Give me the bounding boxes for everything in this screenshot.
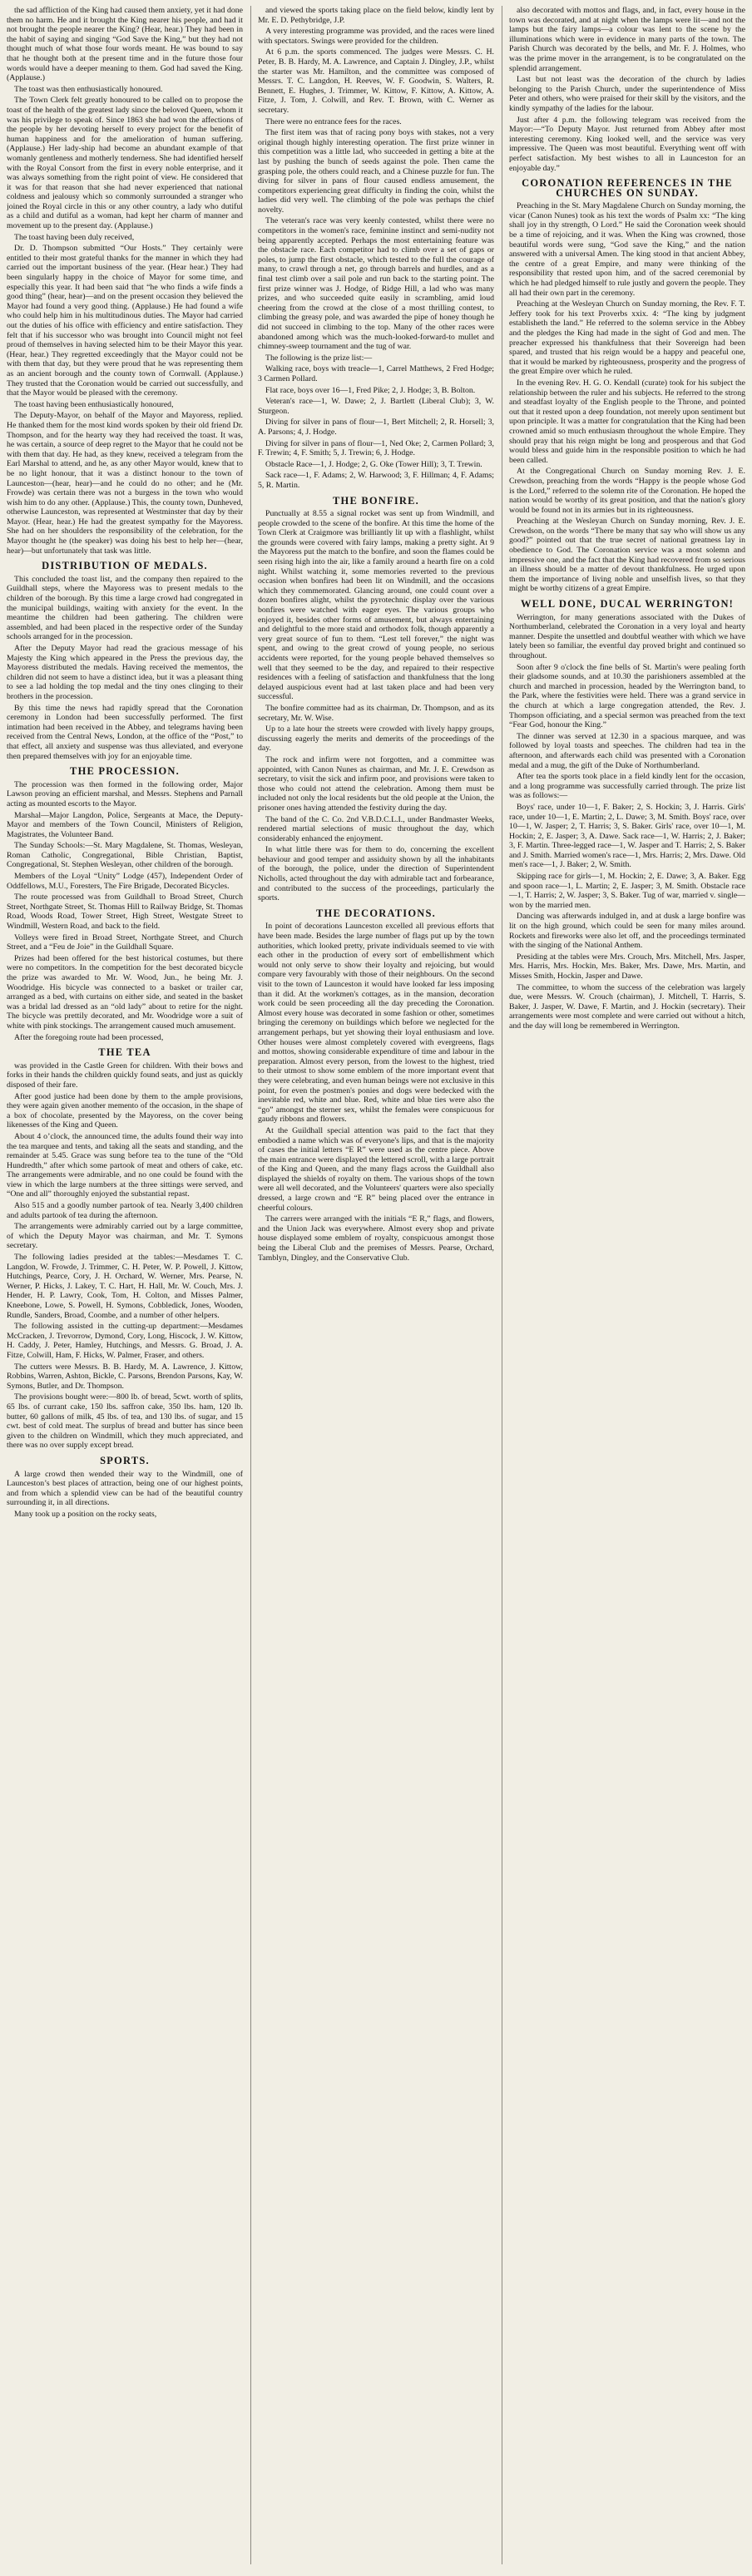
section-heading: THE BONFIRE.	[333, 494, 419, 507]
article-paragraph: Presiding at the tables were Mrs. Crouch, Mrs. Mitchell, Mrs. Jasper, Mrs. Harris, Mrs. Hockin, Mrs. Baker, Mrs. Dawe, Mrs. Martin, and Misses Smith, Hockin, Jasper and Dawe.	[509, 952, 745, 981]
article-paragraph: The bonfire committee had as its chairman, Dr. Thompson, and as its secretary, Mr. W. Wise.	[258, 703, 494, 723]
article-paragraph: Veteran's race—1, W. Dawe; 2, J. Bartlett (Liberal Club); 3, W. Sturgeon.	[258, 397, 494, 416]
article-paragraph: The toast was then enthusiastically honoured.	[14, 84, 163, 94]
article-paragraph: Volleys were fired in Broad Street, Northgate Street, and Church Street, and a “Feu de Joie” in the Guildhall Square.	[7, 932, 243, 952]
article-paragraph: At 6 p.m. the sports commenced. The judges were Messrs. C. H. Peter, B. B. Hardy, M. A. Lawrence, and Captain J. Dingley, J.P., whilst the starter was Mr. Hamilton, and the committee was composed of Messrs. T. C. Langdon, H. Reeves, W. F. Goodwin, S. Walters, R. Bennett, E. Hughes, J. Trimmer, W. Kittow, F. Kittow, A. Kittow, A. Fitze, J. Tom, J. Colwill, and Rev. T. Brown, with C. Werner as secretary.	[258, 47, 494, 115]
section-heading: THE PROCESSION.	[70, 765, 180, 778]
article-paragraph: also decorated with mottos and flags, and, in fact, every house in the town was decorated, and at night when the lamps were lit—and not the lamps but the fairy lamps—a colour was lent to the scene by the illuminations which were in evidence in many parts of the town. The Parish Church was decorated by the bells, and Mr. F. J. Holmes, who was the prime mover in the arrangement, is to be congratulated on the splendid arrangement.	[509, 6, 745, 73]
article-paragraph: The Sunday Schools:—St. Mary Magdalene, St. Thomas, Wesleyan, Roman Catholic, Congregational, Bible Christian, Baptist, Congregational, St. Stephen Wesleyan, other children of the borough.	[7, 841, 243, 870]
article-paragraph: Flat race, boys over 16—1, Fred Pike; 2, J. Hodge; 3, B. Bolton.	[265, 385, 476, 395]
article-paragraph: Preaching at the Wesleyan Church on Sunday morning, the Rev. F. T. Jeffery took for his text Proverbs xxix. 4: “The king by judgment establisheth the land.” He referred to the solemn service in the Abbey and the pledges the King had made in the sight of God and men. The preacher expressed his thankfulness that their Sovereign had been spared, and trusted that his reign would be a happy and peaceful one, that it would be marked by righteousness, prosperity and the progress of the great Empire over which he ruled.	[509, 299, 745, 377]
section-heading: CORONATION REFERENCES IN THE CHURCHES ON SUNDAY.	[522, 177, 733, 199]
article-paragraph: The carrers were arranged with the initials “E R,” flags, and flowers, and the Union Jack was everywhere. Almost every shop and private house displayed some emblem of royalty, conspicuous amongst those being the Liberal Club and the premises of Messrs. Pearse, Orchard, Tamblyn, Dingley, and the Conservative Club.	[258, 1214, 494, 1263]
article-paragraph: The route processed was from Guildhall to Broad Street, Church Street, Northgate Street, St. Thomas Hill to Railway Bridge, St. Thomas Road, Woods Road, Tower Street, High Street, Westgate Street to Windmill, Western Road, and back to the field.	[7, 892, 243, 932]
article-paragraph: After the foregoing route had been processed,	[14, 1032, 164, 1042]
section-heading: DISTRIBUTION OF MEDALS.	[42, 560, 208, 572]
article-paragraph: Walking race, boys with treacle—1, Carrel Matthews, 2 Fred Hodge; 3 Carmen Pollard.	[258, 364, 494, 383]
article-paragraph: The dinner was served at 12.30 in a spacious marquee, and was followed by loyal toasts and speeches. The children had tea in the afternoon, and afterwards each child was presented with a Coronation medal and a mug, the gift of the Duke of Northumberland.	[509, 731, 745, 770]
article-paragraph: The first item was that of racing pony boys with stakes, not a very original though highly interesting operation. The first prize winner in this competition was a little lad, who succeeded in getting a bite at the last by pushing the bunch of seeds against the pole. Then came the grasping pole, the others could reach, and a Chinese puzzle for fun. The diving for silver in pans of flour caused endless amusement, the competitors experiencing great difficulty in finding the coin, whilst the ladies did very well. The climbing of the pole was perhaps the chief novelty.	[258, 128, 494, 215]
article-paragraph: The following ladies presided at the tables:—Mesdames T. C. Langdon, W. Frowde, J. Trimmer, C. H. Peter, W. P. Powell, J. Kittow, Hutchings, Pearce, Cory, J. H. Orchard, W. Werner, Mrs. Pearse, N. Werner, P. Hicks, J. Lakey, T. C. Hart, H. Hall, Mr. W. Couch, Mrs. J. Hender, H. P. Lawry, Cook, Tom, H. Colton, and Misses Palmer, Kneebone, Lowe, S. Powell, H. Symons, Cobbledick, Jones, Wooden, Rundle, Sanders, Broad, Coombe, and a number of other helpers.	[7, 1253, 243, 1320]
section-heading: THE DECORATIONS.	[316, 907, 436, 919]
article-paragraph: The veteran's race was very keenly contested, whilst there were no competitors in the women's race, feminine instinct and semi-nudity not being apparently accepted. Perhaps the most entertaining feature was the obstacle race. Each competitor had to climb over a set of gaps or poles, to jump the first obstacle, which tested to the full the courage of many, to crawl through a net, go through barrels and hurdles, and as a final test climb over a sail pole and run back to the starting point. The first prize winner was J. Hodge, of Ridge Hill, a lad who was many prizes, and who succeeded quite easily in scrambling, amid loud cheering from the crowd at the close of a most thrilling contest, to climbing the greasy pole, and was awarded the pipe of honey though he did not succeed in climbing to the top. Many of the other races were abandoned among which was the much-looked-forward-to mullet and chimney-sweep tournament and the tug of war.	[258, 216, 494, 352]
section-heading: WELL DONE, DUCAL WERRINGTON!	[520, 598, 735, 611]
column-rule	[250, 6, 251, 2564]
column-2	[258, 6, 494, 2564]
article-paragraph: The Deputy-Mayor, on behalf of the Mayor and Mayoress, replied. He thanked them for the most kind words spoken by their old friend Dr. Thompson, and for the hearty way they had received the toast. It was, he was certain, a source of deep regret to the Mayor that he could not be with them that day. He had, as they knew, received a telegram from the Earl Marshal to attend, and he, as any other Mayor would, knew that to be no light honour, that it was a distinct honour to the town of Launceston—(hear, hear)—and he could do no other; and he (Mr. Frowde) was certain there was not a burgess in the town who would wish him to do any other. (Applause.) This, the county town, Dunheved, otherwise Launceston, was represented at Westminster that day by their Mayor. (Hear, hear.) He had the greatest sympathy for the Mayoress. She had on her shoulders the responsibility of the celebration, for the Mayor thought he (the speaker) was doing his best to help her—(hear, hear)—but unfortunately that task was little.	[7, 411, 243, 556]
article-paragraph: and viewed the sports taking place on the field below, kindly lent by Mr. E. D. Pethybridge, J.P.	[258, 6, 494, 25]
article-paragraph: Just after 4 p.m. the following telegram was received from the Mayor:—“To Deputy Mayor. Just returned from Abbey after most interesting ceremony. King looked well, and the service was very impressive. The Queen was most beautiful. Everything went off with perfect satisfaction. My best wishes to all in Launceston for an enjoyable day.”	[509, 115, 745, 173]
article-paragraph: Preaching in the St. Mary Magdalene Church on Sunday morning, the vicar (Canon Nunes) took as his text the words of Psalm xx: “The king shall joy in thy strength, O Lord.” He said the Coronation week should be a time of rejoicing, and it was. When the King was crowned, those beautiful words were sung, “God save the King,” and the nation answered with a universal Amen. The king stood in that ancient Abbey, the centre of a great Empire, and many were thinking of the responsibility that rested upon him, and of the sacred ceremonial by which he had pledged himself to rule justly and govern the people. They all had their own part in the ceremony.	[509, 201, 745, 298]
article-paragraph: The procession was then formed in the following order, Major Lawson proving an efficient marshal, and Messrs. Stephens and Parnall acting as mounted escorts to the Mayor.	[7, 779, 243, 808]
article-paragraph: The toast having been duly received,	[14, 232, 135, 242]
section-heading: SPORTS.	[100, 1454, 150, 1466]
article-paragraph: The following is the prize list:—	[265, 353, 373, 363]
article-paragraph: In point of decorations Launceston excelled all previous efforts that have been made. Besides the large number of flags put up by the town authorities, which looked pretty, private individuals seemed to vie with each other in the production of every sort of embellishment which would not only serve to show their loyalty and rejoicing, but would compare very favourably with those of their neighbours. On the second visit to the town of Launceston it would have looked far less imposing than it did. At the workmen's cottages, as in the mansion, decoration work could be seen proceeding all the day preceding the Coronation. Almost every house was decorated in some fashion or other, sometimes bringing the ceremony on buildings which before we neglected for the arrangement perhaps, but yet showing their loyal enthusiasm and love. Other houses were almost completely covered with evergreens, flags and mottos, showing considerable expenditure of time and labour in the preparation. Almost every person, from the lowest to the highest, tried to their utmost to show some emblem of the more important event that they were celebrating, and even human beings were not exclusive in this point, for even the postmen's ponies and dogs were bedecked with the inevitable red, white and blue. Red, white and blue ties were also the “go” amongst the sterner sex, whilst the females were conspicuous for gaudy ribbons and flowers.	[258, 922, 494, 1125]
newspaper-page	[7, 6, 745, 2564]
article-paragraph: Up to a late hour the streets were crowded with lively happy groups, discussing eagerly the merits and demerits of the proceedings of the day.	[258, 724, 494, 754]
section-heading: THE TEA	[98, 1046, 151, 1059]
article-paragraph: The rock and infirm were not forgotten, and a committee was appointed, with Canon Nunes as chairman, and Mr. J. E. Crewdson as secretary, to visit the sick and infirm poor, and provisions were taken to those who could not attend the celebration. Among them must be included not only the local residents but the old people at the Union, the prisoner ones having attended the festivity during the day.	[258, 754, 494, 813]
article-paragraph: Diving for silver in pans of flour—1, Bert Mitchell; 2, R. Horsell; 3, A. Parsons; 4, J. Hodge.	[258, 418, 494, 437]
article-paragraph: Punctually at 8.55 a signal rocket was sent up from Windmill, and people crowded to the scene of the bonfire. At this time the home of the Town Clerk at Craigmore was brilliantly lit up with a flashlight, whilst the grounds were covered with fairy lamps, making a pretty sight. At 9 the Mayoress put the match to the bonfire, and soon the flames could be seen rising high into the air, like a family around a hearth fire on a cold night. Whilst watching it, some memories reverted to the previous occasion when bonfires had been lit on Windmill, and the occasions which they commemorated. Glancing around, one could count over a dozen bonfires alight, whilst the pyrotechnic display over the various bonfires were watched with eager eyes. The various groups who enjoyed it, besides other forms of amusement, but always entertaining and delightful to the more staid and orthodox folk, though apparently a very great source of fun to them. “Lest tell forever,” the night was spent, and owing to the great crowd of young people, no serious accidents were reported, for the young people behaved themselves so well that they seemed to be the day, and repaired to their respective residences with a feeling of satisfaction and thankfulness that the long delayed auspicious event had at last taken place and had been very successful.	[258, 509, 494, 702]
article-paragraph: Prizes had been offered for the best historical costumes, but there were no competitors. In the competition for the best decorated bicycle the prize was awarded to Mr. W. Wood, Jun., he being Mr. J. Woodridge. His bicycle was connected to a basket or trailer car, arranged as a bed, with curtains on either side, and seated in the basket was a bridal lad dressed as an “old lady” about to retire for the night. The bicycle was prettily decorated, and Mr. Woodridge wore a suit of white with pink stockings. The arrangement caused much amusement.	[7, 953, 243, 1031]
article-paragraph: About 4 o’clock, the announced time, the adults found their way into the tea marquee and tents, and taking all the seats and standing, and the remainder at 5.45. Grace was sung before tea to the tune of the “Old Hundredth,” after which some partook of meat and others of cake, etc. The arrangements were admirable, and no one could be found with the view in which the large numbers at the three sittings were served, and “One and all” thoroughly enjoyed the substantial repast.	[7, 1131, 243, 1199]
article-paragraph: There were no entrance fees for the races.	[265, 116, 402, 126]
column-1	[7, 6, 243, 2564]
article-paragraph: The provisions bought were:—800 lb. of bread, 5cwt. worth of splits, 65 lbs. of currant cake, 150 lbs. saffron cake, 350 lbs. ham, 120 lb. butter, 60 gallons of milk, 45 lbs. of tea, and 130 lbs. of sugar, and 15 cwt. best of cold meat. The surplus of bread and butter has since been given to the children on Windmill, which they much appreciated, and there was no over supply except bread.	[7, 1392, 243, 1451]
article-paragraph: After good justice had been done by them to the ample provisions, they were again given another memento of the occasion, in the shape of a box of chocolate, presented by the Mayoress, on the cover being likenesses of the King and Queen.	[7, 1091, 243, 1130]
article-paragraph: Preaching at the Wesleyan Church on Sunday morning, Rev. J. E. Crewdson, on the words “There be many that say who will show us any good?” pointed out that the true secret of national greatness lay in obedience to God. The Coronation service was a most solemn and impressive one, and the fact that the King had recovered from so serious an illness should be a matter of devout thankfulness. He urged upon them the importance of living noble and unselfish lives, so that they might be worthy citizens of a great Empire.	[509, 517, 745, 594]
article-paragraph: Diving for silver in pans of flour—1, Ned Oke; 2, Carmen Pollard; 3, F. Trewin; 4, F. Smith; 5, J. Trewin; 6, J. Hodge.	[258, 438, 494, 458]
article-paragraph: Dr. D. Thompson submitted “Our Hosts.” They certainly were entitled to their most grateful thanks for the manner in which they had carried out the important business of the year. (Hear hear.) They had been singularly happy in the choice of Mayor for some time, and especially this year. It had been said that “he who finds a wife finds a good thing” (hear, hear)—and on the present occasion they believed the Mayor had found a very good thing. (Applause.) He had found a wife who could help him in his multitudinous duties. The Mayor had carried out the duties of his office with efficiency and entire satisfaction. They felt that if his successor who was brought into Council might not feel proud of themselves in having selected him to be their Mayor this year. (Hear, hear.) They regretted exceedingly that the Mayor could not be with them that day, but they were proud that he was representing them as an ancient borough and the county town of Cornwall. (Applause.) They trusted that the Coronation would be carried out successfully, and that the Mayor would be pleased with the ceremony.	[7, 244, 243, 398]
article-paragraph: At the Guildhall special attention was paid to the fact that they embodied a name which was of everyone's lips, and that is the majority of cases the initial letters “E R” were used as the centre piece. Above the main entrance were displayed the lettered scroll, with a large portrait of the King and Queen, and the many flags across the Guildhall also displayed the shields of royalty on them. The various shops of the town were all well decorated, and the Volunteers' quarters were also specially dressed, a large crown and “E R” being placed over the entrance in cheerful colours.	[258, 1125, 494, 1213]
article-paragraph: The arrangements were admirably carried out by a large committee, of which the Deputy Mayor was chairman, and Mr. T. Symons secretary.	[7, 1222, 243, 1251]
article-paragraph: Many took up a position on the rocky seats,	[14, 1509, 157, 1519]
article-paragraph: Werrington, for many generations associated with the Dukes of Northumberland, celebrated the Coronation in a very loyal and hearty manner. Despite the unsettled and doubtful weather with which we have lately been so familiar, the eventful day proved bright and continued so throughout.	[509, 612, 745, 660]
article-paragraph: This concluded the toast list, and the company then repaired to the Guildhall steps, where the Mayoress was to present medals to the children of the borough. By this time a large crowd had congregated in the municipal buildings, waiting with anxiety for the event. In the meantime the children had been gathering. The children were assembled, and had been placed in the respective order of the Sunday schools arranged for in the procession.	[7, 574, 243, 642]
article-paragraph: was provided in the Castle Green for children. With their bows and forks in their hands the children quickly found seats, and just as quickly disposed of their fare.	[7, 1061, 243, 1090]
article-paragraph: Soon after 9 o'clock the fine bells of St. Martin's were pealing forth their gladsome sounds, and at 10.30 the parishioners assembled at the church and marched in procession, headed by the Werrington band, to the Park, where the festivities were held. There was a grand service in the church at which a large congregation attended, the Rev. J. Thompson officiating, and a special sermon was preached from the text “Fear God, honour the King.”	[509, 662, 745, 730]
article-paragraph: the sad affliction of the King had caused them anxiety, yet it had done them no harm. He and it brought the King nearer his people, and had it not brought the people nearer the King? (Hear, hear.) They had been in the habit of saying and singing “God Save the King,” but they had not thought much of what those four words meant. He was bound to say that he thought both at the present time and in the future those four words would have a deeper meaning to them. God had saved the King. (Applause.)	[7, 6, 243, 83]
article-paragraph: The toast having been enthusiastically honoured,	[14, 399, 174, 409]
article-paragraph: In what little there was for them to do, concerning the excellent behaviour and good temper and assiduity shown by all the inhabitants of the borough, the police, under the direction of Superintendent Nicholls, acted throughout the day with admirable tact and forbearance, and contributed to the success of the proceedings, particularly the sports.	[258, 845, 494, 903]
article-paragraph: After the Deputy Mayor had read the gracious message of his Majesty the King which appeared in the Press the previous day, the Mayoress distributed the medals. Having received the mementos, the children did not seem to have a distinct idea, but it was a pleasant thing to see a lad holding the top medal and the tiny ones clinging to their brothers in the procession.	[7, 644, 243, 701]
article-paragraph: At the Congregational Church on Sunday morning Rev. J. E. Crewdson, preaching from the words “Happy is the people whose God is the Lord,” referred to the solemn rite of the Coronation. He hoped the nation would be worthy of its great position, and that the nation's glory would be found not in its armies but in its righteousness.	[509, 467, 745, 515]
article-paragraph: Sack race—1, F. Adams; 2, W. Harwood; 3, F. Hillman; 4, F. Adams; 5, R. Martin.	[258, 471, 494, 490]
article-paragraph: The band of the C. Co. 2nd V.B.D.C.L.I., under Bandmaster Weeks, rendered martial selections of music throughout the day, which considerably enhanced the enjoyment.	[258, 814, 494, 843]
article-paragraph: Members of the Loyal “Unity” Lodge (457), Independent Order of Oddfellows, M.U., Foresters, The Fire Brigade, Decorated Bicycles.	[7, 872, 243, 891]
article-paragraph: In the evening Rev. H. G. O. Kendall (curate) took for his subject the relationship between the ruler and his subjects. He referred to the strong and steadfast loyalty of the English people to the Throne, and pointed out that it rested upon a deep foundation, not merely upon sentiment but upon principle. It was a matter for congratulation that the King had been crowned amid so much enthusiasm throughout the whole Empire. They should pray that his reign might be long and prosperous and that God would bless and guide him in the responsible position to which he had been called.	[509, 378, 745, 465]
article-paragraph: Dancing was afterwards indulged in, and at dusk a large bonfire was lit on the high ground, which could be seen for many miles around. Rockets and fireworks were also let off, and the proceedings terminated with the singing of the National Anthem.	[509, 912, 745, 951]
article-paragraph: Obstacle Race—1, J. Hodge; 2, G. Oke (Tower Hill); 3, T. Trewin.	[265, 459, 482, 469]
article-paragraph: By this time the news had rapidly spread that the Coronation ceremony in London had been successfully performed. The first intimation had been received in the Abbey, and telegrams having been received from the Central News, London, at the office of the “Post,” to that effect, all anxiety and suspense was thus alleviated, and everyone then prepared themselves with joy for an enjoyable time.	[7, 703, 243, 761]
article-paragraph: The following assisted in the cutting-up department:—Mesdames McCracken, J. Trevorrow, Dymond, Cory, Long, Hiscock, J. W. Kittow, H. Caddy, J. Peter, Hamley, Hutchings, and Messrs. G. Broad, J. A. Fitze, Colwill, Ham, F. Hicks, W. Palmer, Fraser, and others.	[7, 1322, 243, 1360]
article-paragraph: The cutters were Messrs. B. B. Hardy, M. A. Lawrence, J. Kittow, Robbins, Warren, Ashton, Bickle, C. Parsons, Brendon Parsons, Kay, W. Symons, Butler, and Dr. Thompson.	[7, 1362, 243, 1391]
article-paragraph: Also 515 and a goodly number partook of tea. Nearly 3,400 children and adults partook of tea during the afternoon.	[7, 1201, 243, 1220]
article-paragraph: The committee, to whom the success of the celebration was largely due, were Messrs. W. Crouch (chairman), J. Mitchell, T. Harris, S. Baker, J. Jasper, W. Dawe, F. Martin, and J. Hockin (secretary). Their arrangements were most complete and were carried out without a hitch, and the day will long be remembered in Werrington.	[509, 982, 745, 1031]
article-paragraph: A large crowd then wended their way to the Windmill, one of Launceston’s best places of attraction, being one of our highest points, and from which a splendid view can be had of the beautiful country surrounding it, in all directions.	[7, 1469, 243, 1508]
article-paragraph: The Town Clerk felt greatly honoured to be called on to propose the toast of the health of the greatest lady since the beloved Queen, whom it was his privilege to speak of. Since 1863 she had won the affections of the people by her devoting herself to every project for the benefit of human happiness and for the amelioration of human suffering. (Applause.) Her lady-ship had become an abundant example of that womanly gentleness and motherly tenderness. She had identified herself with the Royal Consort from the first in every noble enterprise, and it was always something from the right point of view. He considered that it was for that reason that she had never experienced that national coldness and jealousy which so commonly surrounded a stranger who joined the Royal circle in this or any other country, a lady who dutiful as a child and dutiful as a woman, had kept her charm of manner and movement up to the present day. (Applause.)	[7, 96, 243, 231]
article-paragraph: Marshal—Major Langdon, Police, Sergeants at Mace, the Deputy-Mayor and members of the Town Council, Ministers of Religion, Magistrates, the Volunteer Band.	[7, 810, 243, 839]
article-paragraph: Boys' race, under 10—1, F. Baker; 2, S. Hockin; 3, J. Harris. Girls' race, under 10—1, E. Martin; 2, L. Dawe; 3, M. Smith. Boys' race, over 10—1, W. Jasper; 2, T. Harris; 3, S. Baker. Girls' race, over 10—1, M. Hockin; 2, E. Jasper; 3, A. Dawe. Sack race—1, W. Harris; 2, J. Baker; 3, F. Martin. Three-legged race—1, W. Jasper and T. Harris; 2, S. Baker and J. Smith. Married women's race—1, Mrs. Harris; 2, Mrs. Dawe. Old men's race—1, J. Baker; 2, W. Smith.	[509, 802, 745, 870]
column-3	[509, 6, 745, 2564]
article-paragraph: Skipping race for girls—1, M. Hockin; 2, E. Dawe; 3, A. Baker. Egg and spoon race—1, L. Martin; 2, E. Jasper; 3, M. Smith. Obstacle race—1, T. Harris; 2, W. Jasper; 3, S. Baker. Tug of war, married v. single—won by the married men.	[509, 872, 745, 910]
article-paragraph: Last but not least was the decoration of the church by ladies belonging to the Parish Church, under the superintendence of Miss Peter and others, who were praised for their skill by the visitors, and the kindly sympathy of the ladies for the labour.	[509, 75, 745, 113]
article-paragraph: A very interesting programme was provided, and the races were lined with spectators. Swings were provided for the children.	[258, 27, 494, 46]
article-paragraph: After tea the sports took place in a field kindly lent for the occasion, and a long programme was successfully carried through. The prize list was as follows:—	[509, 772, 745, 801]
